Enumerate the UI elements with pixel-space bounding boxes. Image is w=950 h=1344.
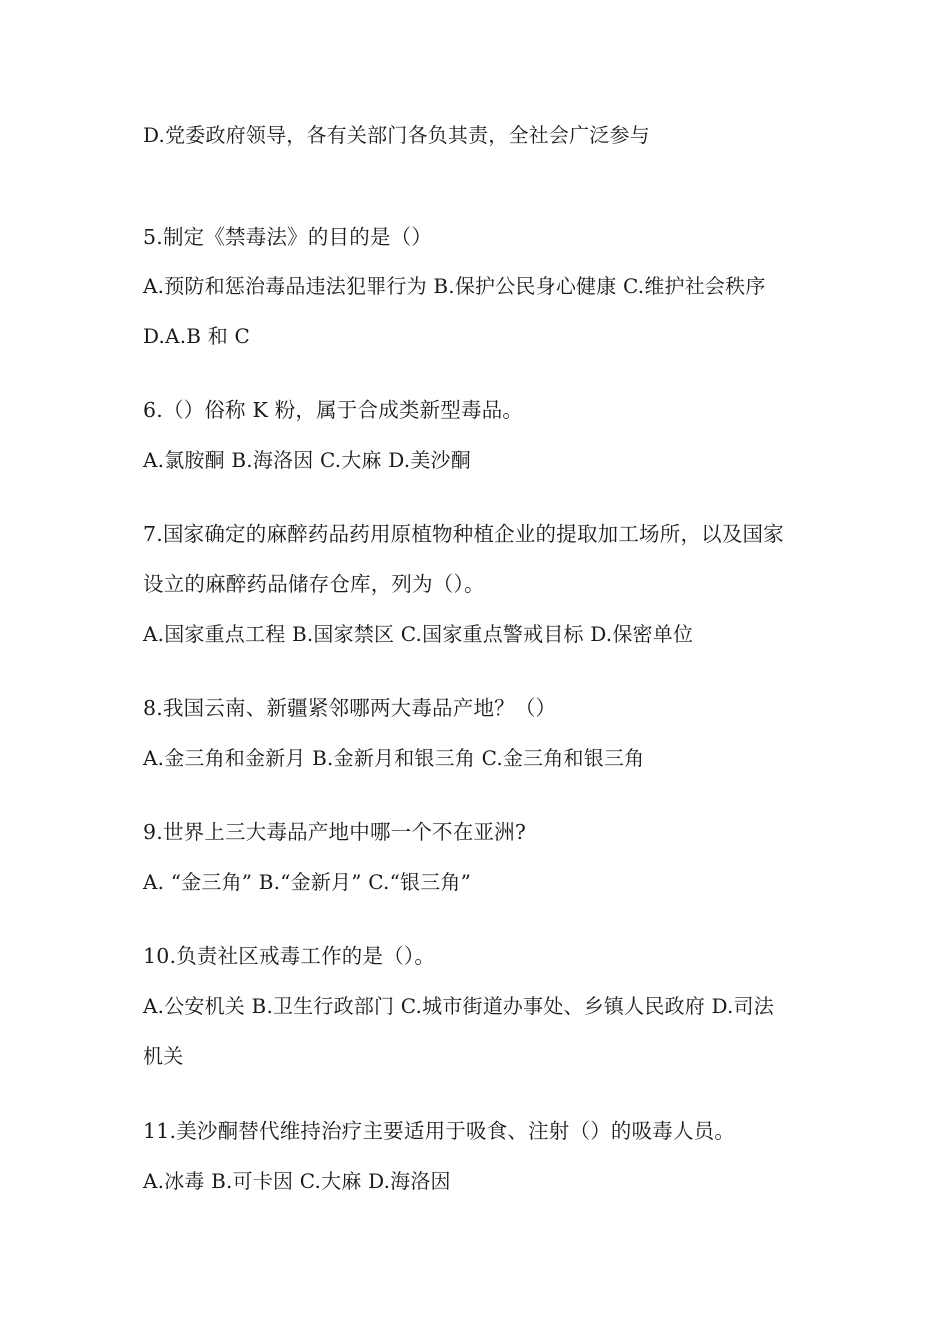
question-5: 5.制定《禁毒法》的目的是（） [143,225,433,249]
options-q9: A. “金三角” B.“金新月” C.“银三角” [143,870,472,894]
options-q6: A.氯胺酮 B.海洛因 C.大麻 D.美沙酮 [143,448,471,472]
options-q10-line-1: A.公安机关 B.卫生行政部门 C.城市街道办事处、乡镇人民政府 D.司法 [143,994,774,1018]
question-11: 11.美沙酮替代维持治疗主要适用于吸食、注射（）的吸毒人员。 [143,1119,736,1143]
options-q11: A.冰毒 B.可卡因 C.大麻 D.海洛因 [143,1169,451,1193]
question-6: 6.（）俗称 K 粉，属于合成类新型毒品。 [143,398,524,422]
options-q7: A.国家重点工程 B.国家禁区 C.国家重点警戒目标 D.保密单位 [143,622,694,646]
option-line-q4-d: D.党委政府领导，各有关部门各负其责，全社会广泛参与 [143,123,650,147]
options-q8: A.金三角和金新月 B.金新月和银三角 C.金三角和银三角 [143,746,645,770]
options-q10-line-2: 机关 [143,1044,184,1068]
question-8: 8.我国云南、新疆紧邻哪两大毒品产地？（） [143,696,557,720]
question-10: 10.负责社区戒毒工作的是（）。 [143,944,436,968]
question-9: 9.世界上三大毒品产地中哪一个不在亚洲? [143,820,527,844]
options-q5-line-2: D.A.B 和 C [143,324,250,348]
options-q5-line-1: A.预防和惩治毒品违法犯罪行为 B.保护公民身心健康 C.维护社会秩序 [143,274,766,298]
question-7-line-2: 设立的麻醉药品储存仓库，列为（）。 [143,572,485,596]
question-7-line-1: 7.国家确定的麻醉药品药用原植物种植企业的提取加工场所，以及国家 [143,522,784,546]
